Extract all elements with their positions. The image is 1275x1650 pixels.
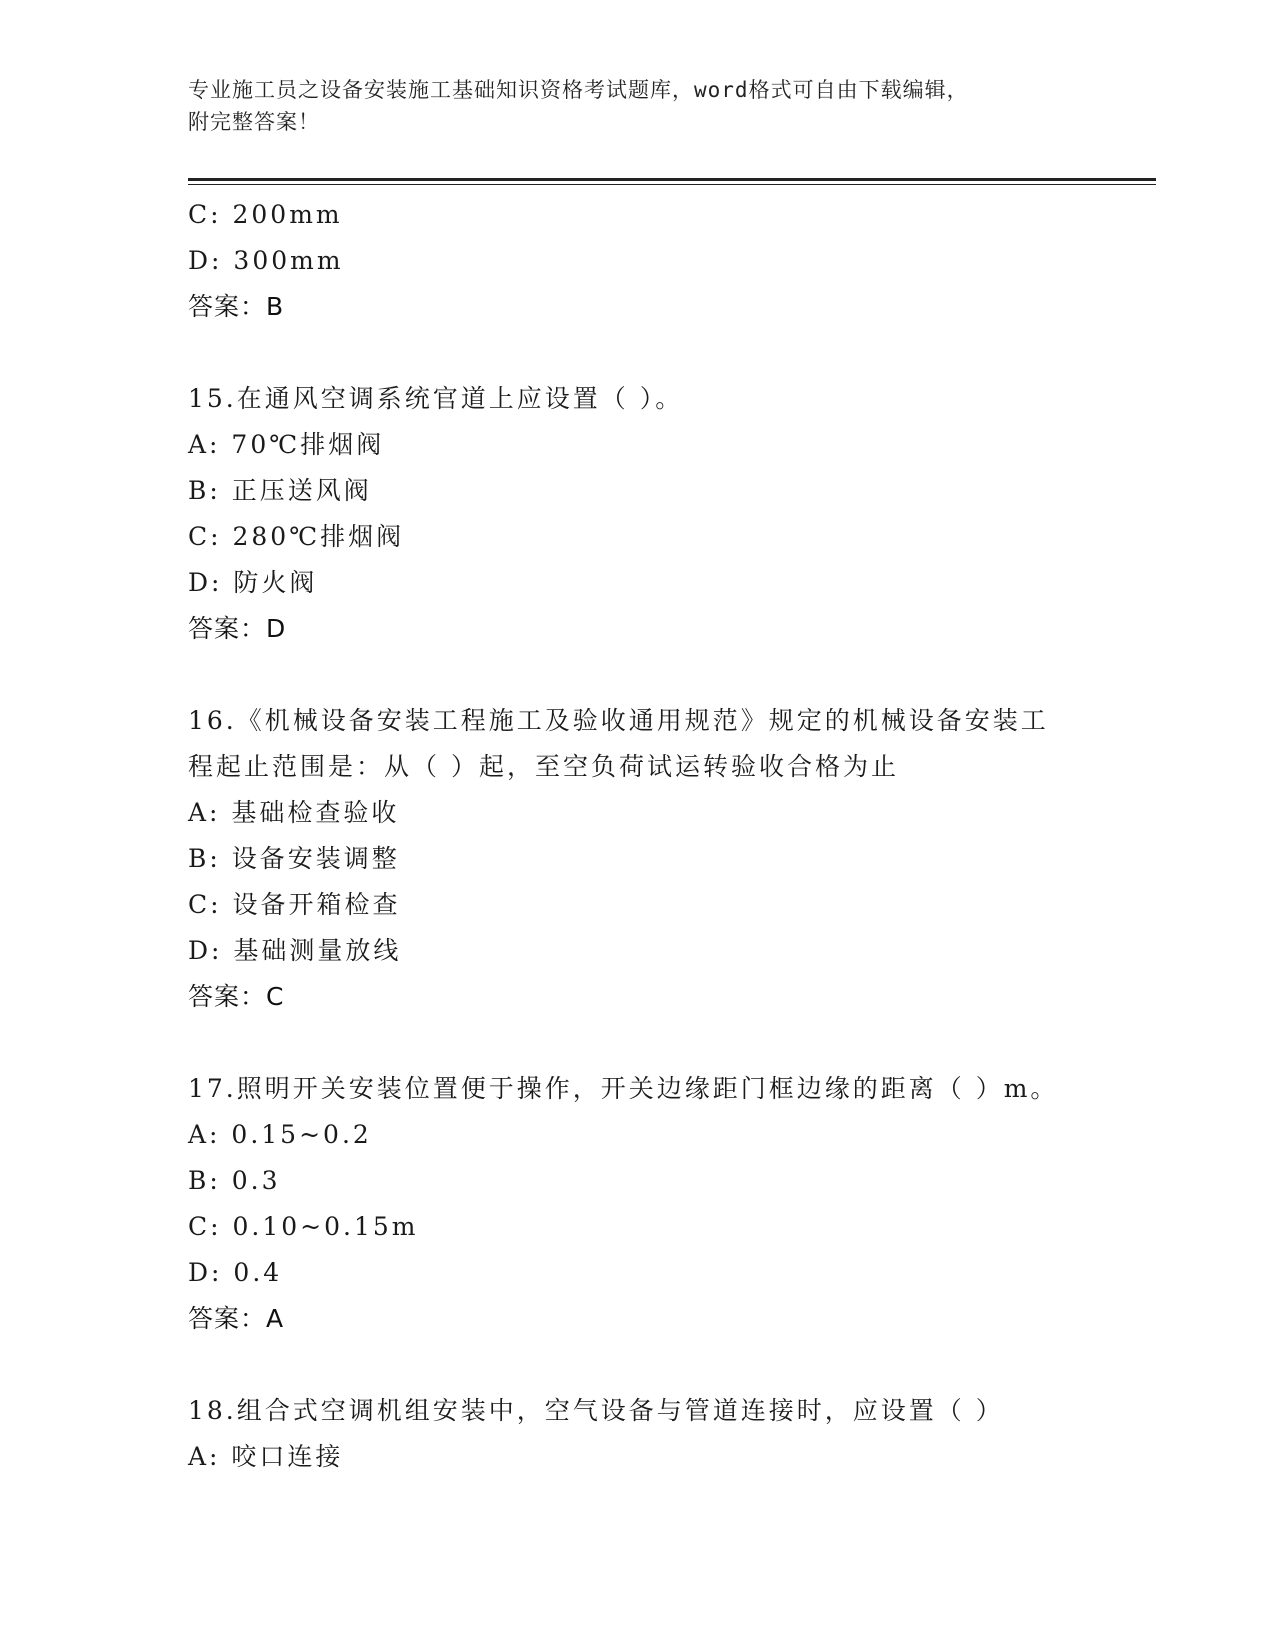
header-line-1: 专业施工员之设备安装施工基础知识资格考试题库，word格式可自由下载编辑，: [188, 78, 969, 102]
answer-line: 答案：B: [188, 292, 285, 321]
option-b: B: 设备安装调整: [188, 844, 400, 873]
option-d: D: 0.4: [188, 1258, 283, 1287]
option-d: D: 300mm: [188, 246, 344, 275]
option-d: D: 防火阀: [188, 568, 318, 597]
answer-line: 答案：D: [188, 614, 287, 643]
header-rule-thick: [188, 178, 1156, 181]
option-b: B: 0.3: [188, 1166, 281, 1195]
question-stem: 15.在通风空调系统官道上应设置（ ）。: [188, 384, 684, 413]
option-c: C: 200mm: [188, 200, 343, 229]
question-17: [188, 1066, 1088, 1342]
option-d: D: 基础测量放线: [188, 936, 402, 965]
answer-line: 答案：A: [188, 1304, 285, 1333]
document-header: [188, 74, 1088, 138]
question-stem-line-1: 16.《机械设备安装工程施工及验收通用规范》规定的机械设备安装工: [188, 706, 1049, 735]
option-a: A: 0.15~0.2: [188, 1120, 372, 1149]
question-stem: 17.照明开关安装位置便于操作，开关边缘距门框边缘的距离（ ）m。: [188, 1074, 1059, 1103]
answer-line: 答案：C: [188, 982, 285, 1011]
header-rule-thin: [188, 184, 1156, 185]
option-c: C: 0.10~0.15m: [188, 1212, 419, 1241]
option-a: A: 咬口连接: [188, 1442, 344, 1471]
question-16: [188, 698, 1088, 1020]
option-c: C: 280℃排烟阀: [188, 522, 405, 551]
option-c: C: 设备开箱检查: [188, 890, 401, 919]
option-a: A: 基础检查验收: [188, 798, 400, 827]
option-b: B: 正压送风阀: [188, 476, 372, 505]
question-gap: [188, 330, 1088, 376]
question-list: [188, 192, 1088, 1480]
option-a: A: 70℃排烟阀: [188, 430, 385, 459]
question-stem: 18.组合式空调机组安装中，空气设备与管道连接时，应设置（ ）: [188, 1396, 1004, 1425]
question-15: [188, 376, 1088, 652]
question-gap: [188, 1020, 1088, 1066]
question-18: [188, 1388, 1088, 1480]
header-line-2: 附完整答案！: [188, 110, 320, 134]
question-stem-line-2: 程起止范围是：从（ ）起，至空负荷试运转验收合格为止: [188, 752, 899, 781]
question-gap: [188, 1342, 1088, 1388]
question-gap: [188, 652, 1088, 698]
question-14-tail: [188, 192, 1088, 330]
